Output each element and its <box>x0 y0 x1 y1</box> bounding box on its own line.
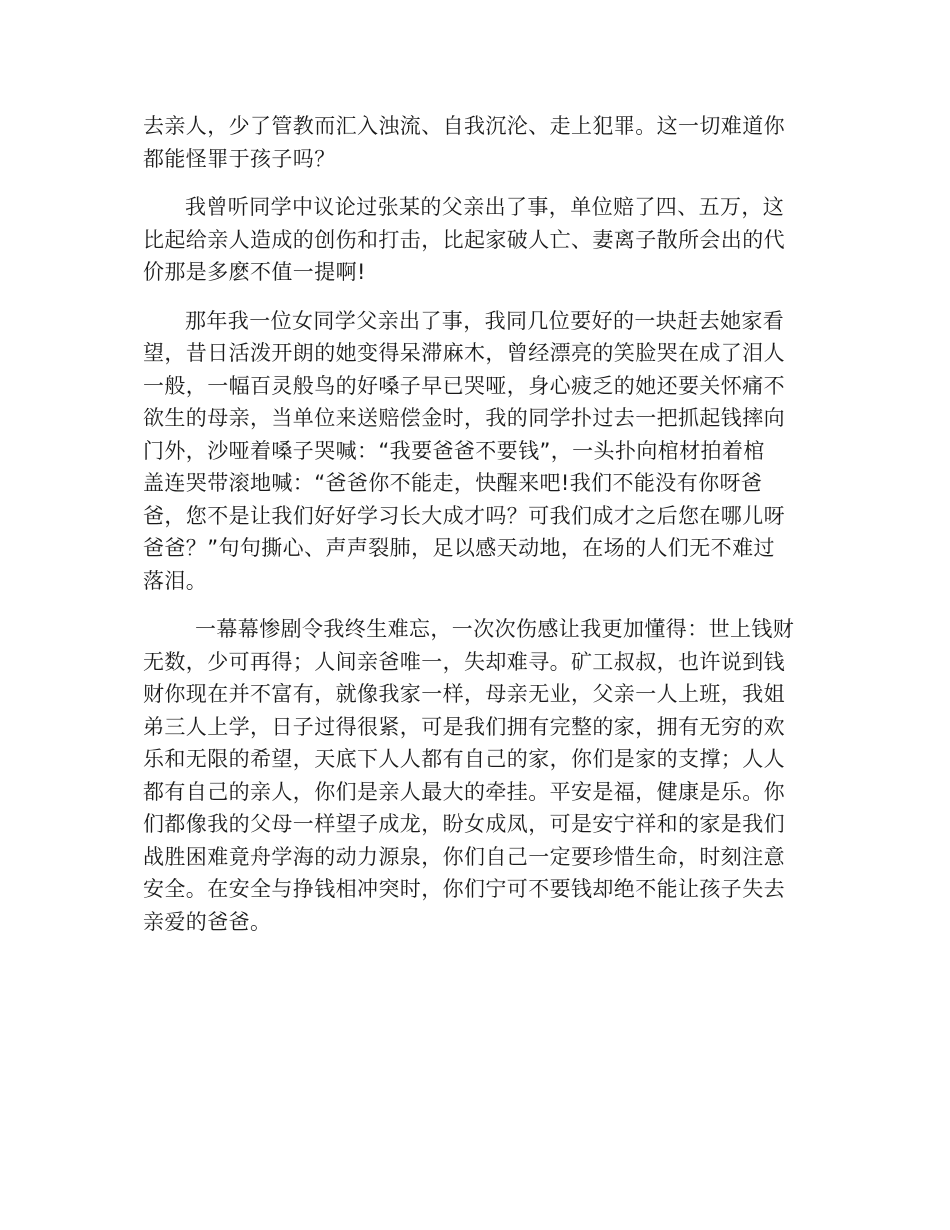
paragraph-1 <box>143 110 803 175</box>
paragraph-line: 亲爱的爸爸。 <box>143 909 272 934</box>
paragraph-line: 财你现在并不富有，就像我家一样，母亲无业，父亲一人上班，我姐 <box>143 682 785 706</box>
paragraph-line: 一般，一幅百灵般鸟的好嗓子早已哭哑，身心疲乏的她还要关怀痛不 <box>143 373 785 398</box>
paragraph-line: 门外，沙哑着嗓子哭喊：“我要爸爸不要钱”，一头扑向棺材拍着棺 <box>143 438 765 463</box>
paragraph-line: 弟三人上学，日子过得很紧，可是我们拥有完整的家，拥有无穷的欢 <box>143 714 785 739</box>
paragraph-line: 落泪。 <box>143 568 208 593</box>
paragraph-line: 欲生的母亲，当单位来送赔偿金时，我的同学扑过去一把抓起钱摔向 <box>143 406 785 430</box>
paragraph-4 <box>143 613 803 938</box>
paragraph-line: 去亲人，少了管教而汇入浊流、自我沉沦、走上犯罪。这一切难道你 <box>143 114 785 138</box>
paragraph-2 <box>143 191 803 289</box>
paragraph-line: 们都像我的父母一样望子成龙，盼女成凤，可是安宁祥和的家是我们 <box>143 812 785 836</box>
document-body <box>143 110 803 938</box>
paragraph-line: 盖连哭带滚地喊：“爸爸你不能走，快醒来吧!我们不能没有你呀爸 <box>143 471 763 495</box>
paragraph-line: 望，昔日活泼开朗的她变得呆滞麻木，曾经漂亮的笑脸哭在成了泪人 <box>143 341 785 365</box>
paragraph-line: 都有自己的亲人，你们是亲人最大的牵挂。平安是福，健康是乐。你 <box>143 779 785 804</box>
paragraph-line: 一幕幕惨剧令我终生难忘，一次次伤感让我更加懂得：世上钱财 <box>195 617 795 641</box>
paragraph-3 <box>143 305 803 598</box>
paragraph-line: 无数，少可再得；人间亲爸唯一，失却难寻。矿工叔叔，也许说到钱 <box>143 649 785 674</box>
paragraph-line: 价那是多麽不值一提啊! <box>143 260 366 284</box>
paragraph-line: 比起给亲人造成的创伤和打击，比起家破人亡、妻离子散所会出的代 <box>143 227 785 252</box>
paragraph-line: 战胜困难竟舟学海的动力源泉，你们自己一定要珍惜生命，时刻注意 <box>143 844 785 869</box>
paragraph-line: 那年我一位女同学父亲出了事，我同几位要好的一块赶去她家看 <box>185 308 785 333</box>
paragraph-line: 爸爸？”句句撕心、声声裂肺，足以感天动地，在场的人们无不难过 <box>143 536 775 560</box>
paragraph-line: 安全。在安全与挣钱相冲突时，你们宁可不要钱却绝不能让孩子失去 <box>143 877 785 901</box>
paragraph-line: 乐和无限的希望，天底下人人都有自己的家，你们是家的支撑；人人 <box>143 747 785 771</box>
paragraph-line: 都能怪罪于孩子吗？ <box>143 146 336 171</box>
paragraph-line: 爸，您不是让我们好好学习长大成才吗？可我们成才之后您在哪儿呀 <box>143 503 785 528</box>
paragraph-line: 我曾听同学中议论过张某的父亲出了事，单位赔了四、五万，这 <box>185 195 785 219</box>
